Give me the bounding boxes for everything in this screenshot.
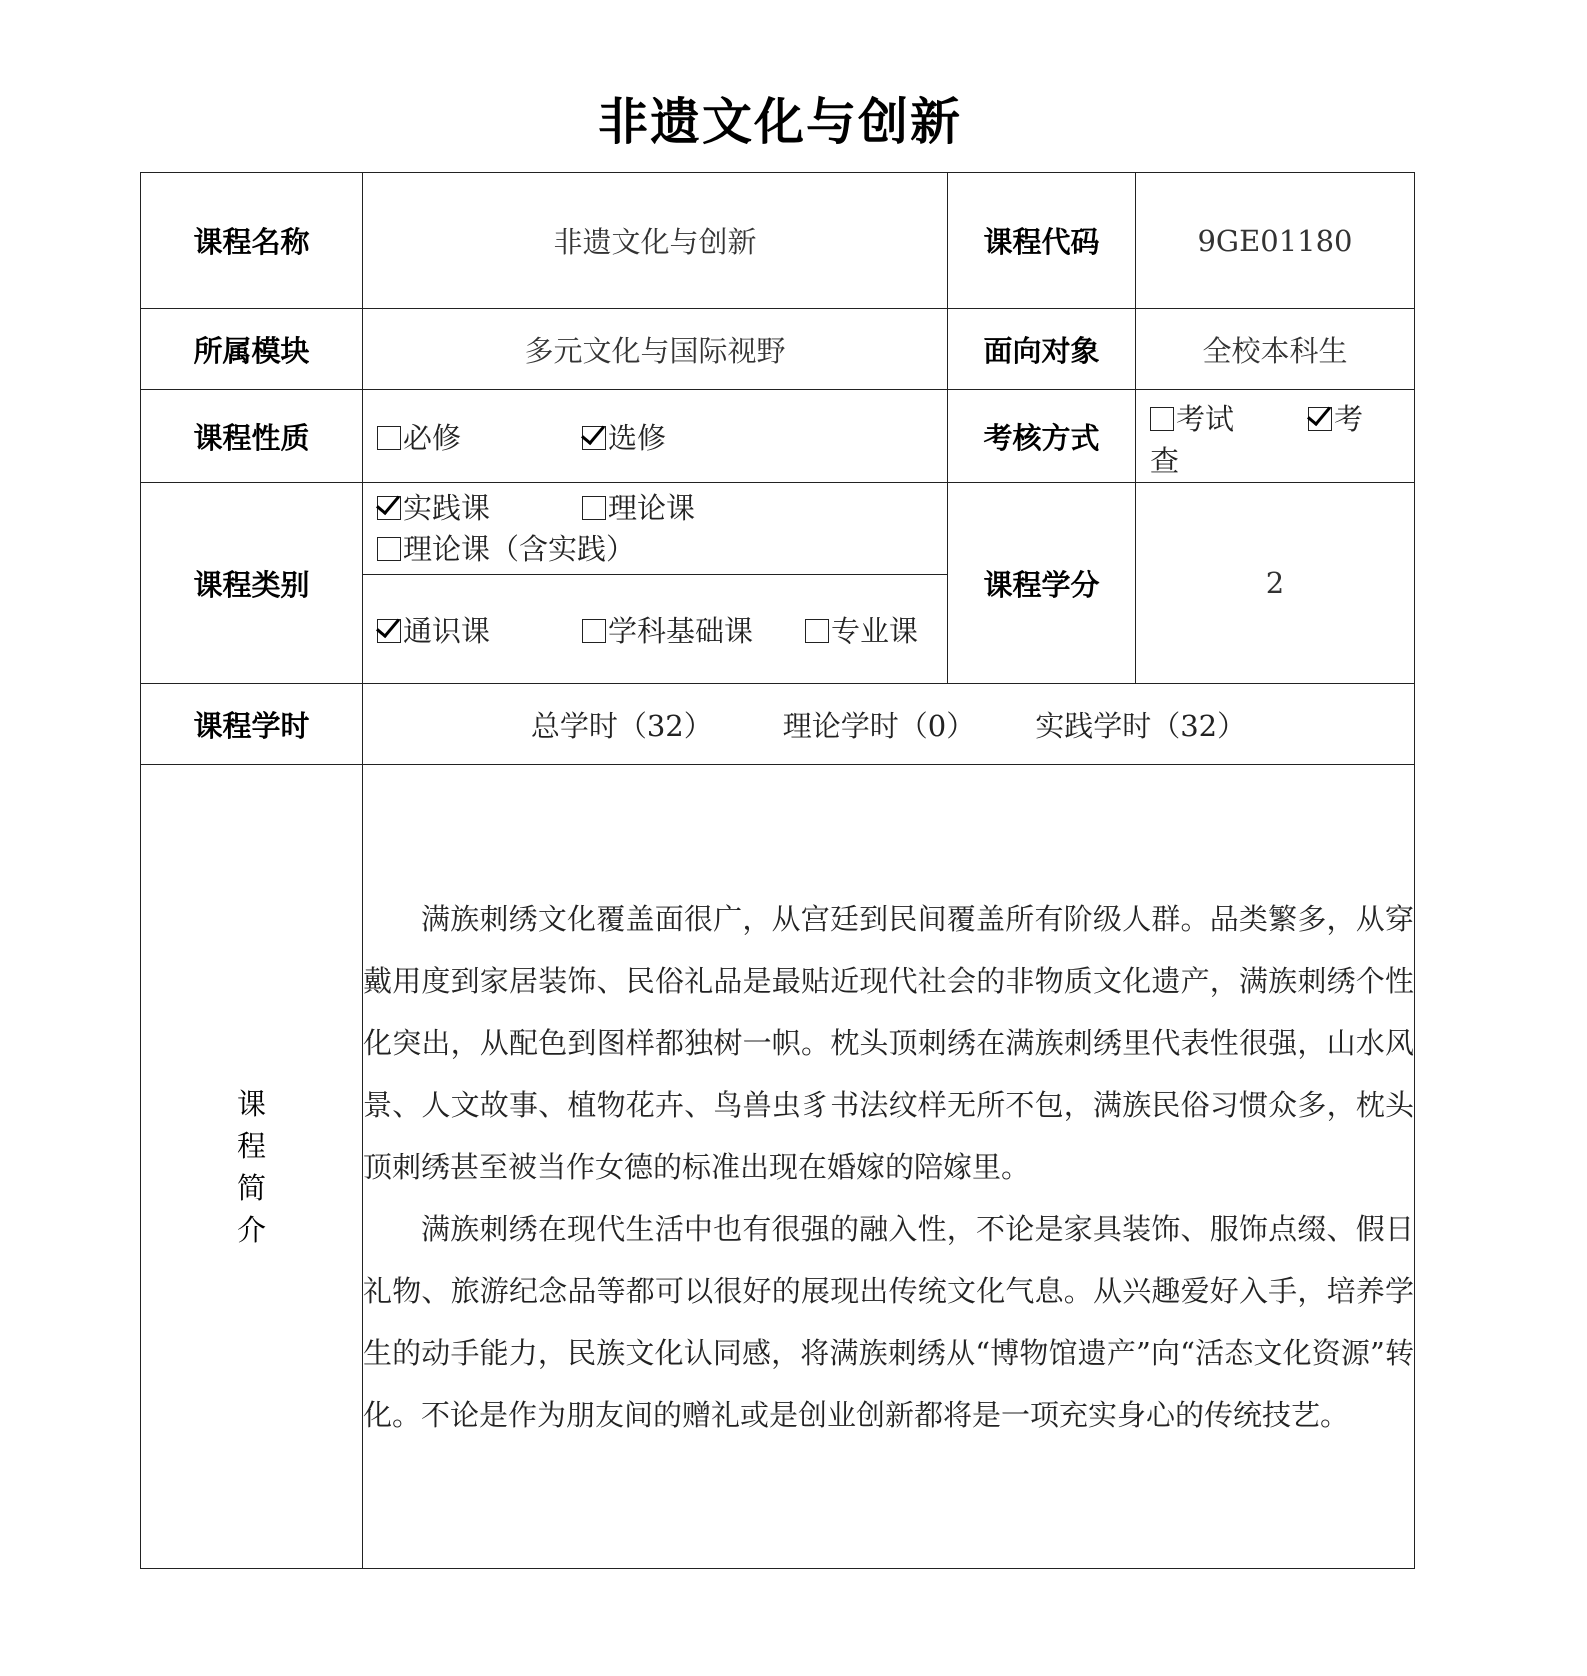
nature-elective-option[interactable]: [582, 416, 666, 457]
required-label: 必修: [403, 420, 462, 455]
credit-value: 2: [1136, 483, 1415, 684]
intro-paragraph-2: 满族刺绣在现代生活中也有很强的融入性，不论是家具装饰、服饰点缀、假日礼物、旅游纪念品等都可以很好的展现出传统文化气息。从兴趣爱好入手，培养学生的动手能力，民族文化认同感，将满族刺绣从“博物馆遗产”向“活态文化资源”转化。不论是作为朋友间的赠礼或是创业创新都将是一项充实身心的传统技艺。: [363, 1211, 1414, 1432]
intro-label-char-1: 课: [236, 1086, 266, 1121]
hours-label: 课程学时: [141, 684, 363, 765]
row-course-name: [141, 173, 1415, 309]
check-label: 考: [1334, 402, 1364, 436]
intro-label-char-2: 程: [236, 1128, 266, 1163]
theory-practice-option[interactable]: [377, 529, 635, 570]
audience-value: 全校本科生: [1136, 309, 1415, 390]
category-type-options: [363, 483, 948, 575]
row-hours: [141, 684, 1415, 765]
check-checkbox[interactable]: [1308, 407, 1332, 431]
general-checkbox[interactable]: [377, 619, 401, 643]
major-checkbox[interactable]: [805, 619, 829, 643]
theory-practice-checkbox[interactable]: [377, 537, 401, 561]
nature-required-option[interactable]: [377, 416, 582, 457]
major-option[interactable]: [805, 609, 918, 650]
hours-total: 总学时（32）: [530, 708, 713, 743]
general-label: 通识课: [403, 613, 491, 648]
intro-label: [141, 765, 363, 1569]
audience-label: 面向对象: [948, 309, 1136, 390]
hours-values: [363, 684, 1415, 765]
intro-label-char-3: 简: [236, 1170, 266, 1205]
assess-check-option[interactable]: [1308, 398, 1363, 440]
theory-checkbox[interactable]: [582, 496, 606, 520]
exam-checkbox[interactable]: [1150, 407, 1174, 431]
practice-checkbox[interactable]: [377, 496, 401, 520]
practice-label: 实践课: [403, 490, 491, 525]
general-option[interactable]: [377, 609, 582, 650]
intro-paragraph-1: 满族刺绣文化覆盖面很广，从宫廷到民间覆盖所有阶级人群。品类繁多，从穿戴用度到家居装饰、民俗礼品是最贴近现代社会的非物质文化遗产，满族刺绣个性化突出，从配色到图样都独树一帜。枕头顶刺绣在满族刺绣里代表性很强，山水风景、人文故事、植物花卉、鸟兽虫豸书法纹样无所不包，满族民俗习惯众多，枕头顶刺绣甚至被当作女德的标准出现在婚嫁的陪嫁里。: [363, 901, 1414, 1184]
practice-option[interactable]: [377, 488, 582, 529]
intro-content: [363, 765, 1415, 1569]
page-title: 非遗文化与创新: [598, 93, 962, 151]
module-value: 多元文化与国际视野: [363, 309, 948, 390]
row-intro: [141, 765, 1415, 1569]
required-checkbox[interactable]: [377, 426, 401, 450]
theory-label: 理论课: [608, 490, 696, 525]
subject-basic-label: 学科基础课: [608, 613, 754, 648]
row-module: [141, 309, 1415, 390]
category-label: 课程类别: [141, 483, 363, 684]
course-name-value: 非遗文化与创新: [363, 173, 948, 309]
hours-theory: 理论学时（0）: [782, 708, 976, 743]
theory-practice-label: 理论课（含实践）: [403, 531, 636, 566]
elective-label: 选修: [608, 420, 667, 455]
course-code-label: 课程代码: [948, 173, 1136, 309]
hours-practice: 实践学时（32）: [1035, 708, 1247, 743]
category-level-options: [363, 575, 948, 684]
theory-option[interactable]: [582, 488, 695, 529]
exam-label: 考试: [1176, 402, 1235, 436]
nature-label: 课程性质: [141, 390, 363, 483]
row-nature: [141, 390, 1415, 483]
course-name-label: 课程名称: [141, 173, 363, 309]
module-label: 所属模块: [141, 309, 363, 390]
assess-options: [1136, 390, 1415, 483]
credit-label: 课程学分: [948, 483, 1136, 684]
subject-basic-checkbox[interactable]: [582, 619, 606, 643]
course-code-value: 9GE01180: [1136, 173, 1415, 309]
elective-checkbox[interactable]: [582, 426, 606, 450]
nature-options: [363, 390, 948, 483]
assess-exam-option[interactable]: [1150, 398, 1308, 440]
intro-label-char-4: 介: [236, 1212, 266, 1247]
check-label-continued: 查: [1150, 444, 1180, 478]
subject-basic-option[interactable]: [582, 609, 805, 650]
assess-label: 考核方式: [948, 390, 1136, 483]
row-category-a: [141, 483, 1415, 575]
course-info-table: [140, 172, 1415, 1569]
major-label: 专业课: [831, 613, 919, 648]
